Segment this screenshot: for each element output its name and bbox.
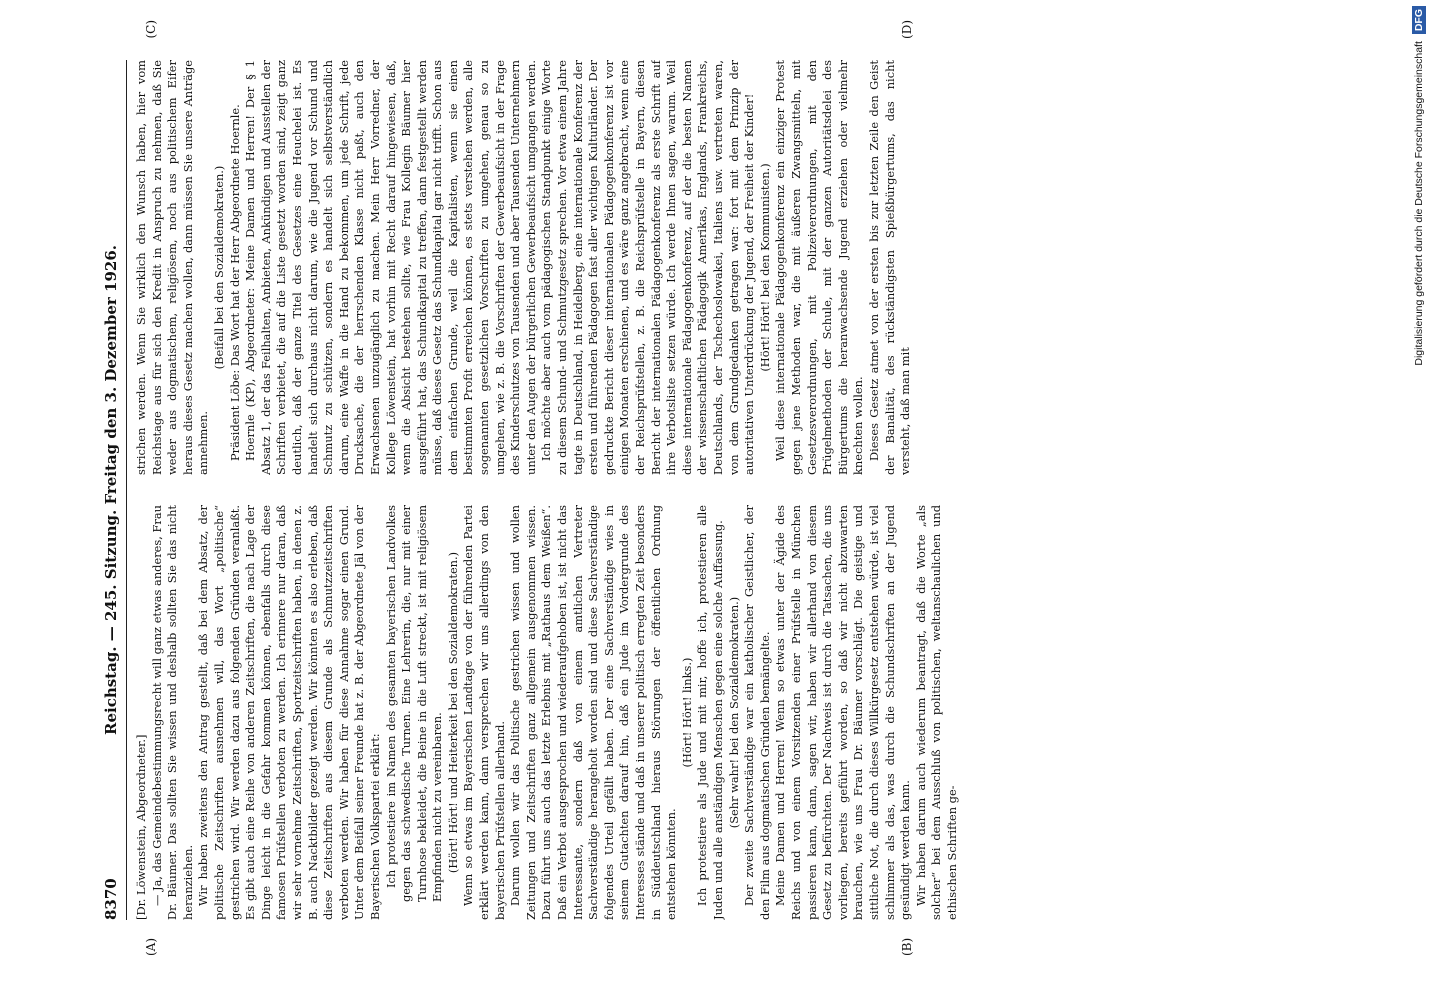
speaker-note: [Dr. Löwenstein, Abgeordneter.] — [134, 734, 148, 920]
interjection: (Hört! Hört! bei den Kommunisten.) — [757, 163, 772, 372]
speech-opening: Hoernle (KP), Abgeordneter: Meine Damen und Herren! Der § 1 Absatz 1, der das Feilhalten, Anbieten, Ankündigen und Ausstellen der Schriften verbietet, die auf die Liste gesetzt worden sind, zeigt ganz deutlich, daß der ganze Titel des Gesetzes eine Heuchelei ist. Es handelt sich durchaus nicht darum, wie die Jugend vor Schund und Schmutz zu schützen, sondern es handelt sich selbstverständlich darum, eine Waffe in die Hand zu bekommen, um jede Schrift, jede Drucksache, die der herrschenden Klasse nicht paßt, auch den Erwachsenen unzugänglich zu machen. Mein Herr Vorredner, der Kollege Löwenstein, hat vorhin mit Recht darauf hingewiesen, daß, wenn die Absicht bestehen sollte, wie Frau Kollegin Bäumer hier ausgeführt hat, das Schundkapital zu treffen, dann festgestellt werden müsse, daß dieses Gesetz das Schundkapital gar nicht trifft. Schon aus dem einfachen Grunde, weil die Kapitalisten, wenn sie einen bestimmten Profit erreichen können, es stets verstehen werden, alle sogenannten gesetzlichen Vorschriften zu umgehen, genau so zu umgehen, wie z. B. die Vorschriften der Gewerbeaufsicht in der Frage des Kinderschutzes von Tausenden und aber Tausenden Unternehmern unter den Augen der bürgerlichen Gewerbeaufsicht umgangen werden. — [243, 60, 538, 475]
interjection: (Sehr wahr! bei den Sozialdemokraten.) — [726, 596, 741, 829]
margin-letter-b: (B) — [900, 937, 914, 956]
paragraph: Der zweite Sachverständige war ein katholischer Geistlicher, der den Film aus dogmatischen Gründen bemängelte. — [742, 505, 772, 920]
dfg-side-note — [1406, 6, 1432, 996]
margin-letter-c: (C) — [144, 20, 158, 39]
dfg-logo: DFG — [1412, 6, 1426, 34]
left-column — [134, 505, 1330, 920]
running-title: Reichstag. — 245. Sitzung. Freitag den 3. Dezember 1926. — [102, 245, 120, 736]
paragraph: Ich möchte aber auch vom pädagogischen Standpunkt einige Worte zu diesem Schund- und Schmutzgesetz sprechen. Vor etwa einem Jahre tagte in Deutschland, in Heidelberg, eine internationale Konferenz der ersten und führenden Pädagogen fast aller wichtigen Kulturländer. Der gedruckte Bericht dieser internationalen Pädagogenkonferenz ist vor einigen Monaten erschienen, und es wäre ganz angebracht, wenn eine der Reichsprüfstellen, z. B. die Reichsprüfstelle in Bayern, diesen Bericht der internationalen Pädagogenkonferenz als erste Schrift auf ihre Verbotsliste setzen würde. Ich werde Ihnen sagen, warum. Weil diese internationale Pädagogenkonferenz, auf der die besten Namen der wissenschaftlichen Pädagogik Amerikas, Englands, Frankreichs, Deutschlands, der Tschechoslowakei, Italiens usw. vertreten waren, von dem Grundgedanken getragen war: fort mit dem Prinzip der autoritativen Unterdrückung der Jugend, der Freiheit der Kinder! — [539, 60, 757, 475]
paragraph: Dieses Gesetz atmet von der ersten bis zur letzten Zeile den Geist der Banalität, des rückständigsten Spießbürgertums, das nicht versteht, daß man mit — [866, 60, 913, 475]
dfg-note-text: Digitalisierung gefördert durch die Deutsche Forschungsgemeinschaft — [1413, 41, 1425, 366]
paragraph: Weil diese internationale Pädagogenkonferenz ein einziger Protest gegen jene Methoden war, die mit äußeren Zwangsmitteln, mit Gesetzesverordnungen, mit Polizeiverordnungen, mit den Prügelmethoden der Schule, mit der ganzen Autoritätsdelei des Bürgertums die heranwachsende Jugend erziehen oder vielmehr knechten wollen. — [773, 60, 866, 475]
page-number: 8370 — [102, 878, 120, 920]
paragraph: — Ja, das Gemeindebestimmungsrecht will ganz etwas anderes, Frau Dr. Bäumer. Das sollten Sie wissen und deshalb sollten Sie das nicht heranziehen. — [149, 505, 195, 920]
paragraph: Wir haben zweitens den Antrag gestellt, daß bei dem Absatz, der politische Zeitschriften ausnehmen will, das Wort „politische“ gestrichen wird. Wir werden dazu aus folgenden Gründen veranlaßt. Es gibt auch eine Reihe von anderen Zeitschriften, die nach Lage der Dinge leicht in die Gefahr kommen können, ebenfalls durch diese famosen Prüfstellen verboten zu werden. Ich erinnere nur daran, daß wir sehr vornehme Zeitschriften, Sportzeitschriften haben, in denen z. B. auch Nacktbilder gezeigt werden. Wir könnten es also erleben, daß diese Zeitschriften aus diesem Grunde als Schmutzzeitschriften verboten werden. Wir haben für diese Annahme sogar einen Grund. Unter dem Beifall seiner Freunde hat z. B. der Abgeordnete Jäl von der Bayerischen Volkspartei erklärt: — [196, 505, 382, 920]
interjection: (Beifall bei den Sozialdemokraten.) — [211, 165, 226, 370]
margin-letter-a: (A) — [144, 937, 158, 956]
right-column — [134, 60, 1330, 475]
president-remark: Präsident Löbe: Das Wort hat der Herr Abgeordnete Hoernle. — [227, 104, 242, 461]
paragraph: Wir haben darum auch wiederum beantragt, daß die Worte „als solcher“ bei dem Ausschluß von politischen, weltanschaulichen und ethischen Schriften ge- — [913, 505, 959, 920]
quotation: Ich protestiere im Namen des gesamten bayerischen Landvolkes gegen das schwedische Turnen. Eine Lehrerin, die, nur mit einer Turnhose bekleidet, die Beine in die Luft streckt, ist mit religiösem Empfinden nicht zu vereinbaren. — [383, 505, 445, 902]
page-header — [100, 60, 124, 920]
paragraph: strichen werden. Wenn Sie wirklich den Wunsch haben, hier vom Reichstage aus für sich den Kredit in Anspruch zu nehmen, daß Sie weder aus dogmatischem, religiösem, noch aus politischem Eifer heraus dieses Gesetz machen wollen, dann müssen Sie unsere Anträge annehmen. — [134, 60, 211, 475]
protocol-sheet — [100, 20, 1340, 956]
interjection: (Hört! Hört! links.) — [679, 657, 694, 768]
header-rule — [126, 60, 127, 920]
interjection: (Hört! Hört! und Heiterkeit bei den Sozialdemokraten.) — [445, 551, 460, 874]
paragraph: Meine Damen und Herren! Wenn so etwas unter der Ägide des Reichs und von einem Vorsitzenden einer Prüfstelle in München passieren kann, dann, sagen wir, haben wir allerhand von diesem Gesetz zu befürchten. Der Nachweis ist durch die Tatsachen, die uns vorliegen, bereits geführt worden, so daß wir nicht abzuwarten brauchen, wie uns Frau Dr. Bäumer vorschlägt. Die geistige und sittliche Not, die durch dieses Willkürgesetz entstehen würde, ist viel schlimmer als das, was durch die Schundschriften an der Jugend gesündigt werden kann. — [773, 505, 913, 920]
paragraph: Darum wollen wir das Politische gestrichen wissen und wollen Zeitungen und Zeitschriften ganz allgemein ausgenommen wissen. Dazu führt uns auch das letzte Erlebnis mit „Rathaus dem Weißen“. Daß ein Verbot ausgesprochen und wiederaufgehoben ist, ist nicht das Interessante, sondern daß von einem amtlichen Vertreter Sachverständige herangeholt worden sind und diese Sachverständige folgendes Urteil gefällt haben. Der eine Sachverständige wies in seinem Gutachten darauf hin, daß ein Jude im Vordergrunde des Interesses stände und daß in unserer politisch erregten Zeit besonders in Süddeutschland hieraus Störungen der öffentlichen Ordnung entstehen könnten. — [508, 505, 679, 920]
paragraph: Wenn so etwas im Bayerischen Landtage von der führenden Partei erklärt werden kann, dann versprechen wir uns allerdings von den bayerischen Prüfstellen allerhand. — [461, 505, 507, 920]
margin-letter-d: (D) — [900, 20, 914, 39]
paragraph: Ich protestiere als Jude und mit mir, hoffe ich, protestieren alle Juden und alle anständigen Menschen gegen eine solche Auffassung. — [695, 505, 725, 920]
